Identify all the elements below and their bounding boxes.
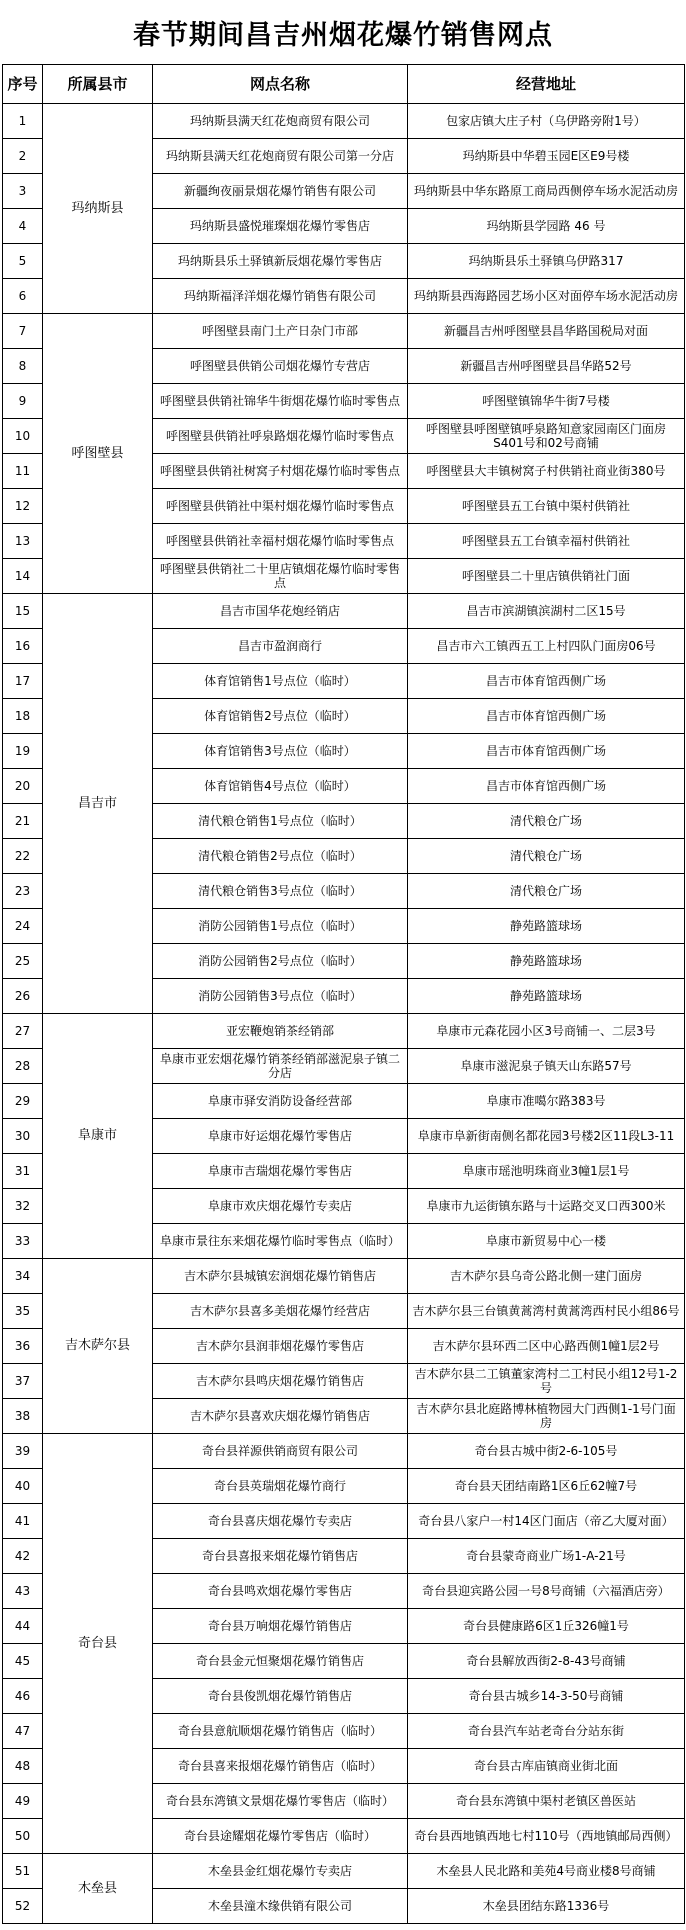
row-number: 16 (3, 629, 43, 664)
outlet-address: 阜康市元森花园小区3号商铺一、二层3号 (408, 1014, 685, 1049)
row-number: 24 (3, 909, 43, 944)
row-number: 26 (3, 979, 43, 1014)
outlet-name: 奇台县俊凯烟花爆竹销售店 (153, 1679, 408, 1714)
row-number: 14 (3, 559, 43, 594)
row-number: 40 (3, 1469, 43, 1504)
row-number: 1 (3, 104, 43, 139)
row-number: 31 (3, 1154, 43, 1189)
row-number: 37 (3, 1364, 43, 1399)
outlet-address: 静苑路篮球场 (408, 909, 685, 944)
table-row (3, 1259, 685, 1294)
outlet-name: 呼图壁县供销社树窝子村烟花爆竹临时零售点 (153, 454, 408, 489)
row-number: 32 (3, 1189, 43, 1224)
row-number: 25 (3, 944, 43, 979)
outlet-address: 昌吉市体育馆西侧广场 (408, 769, 685, 804)
outlet-address: 玛纳斯县西海路园艺场小区对面停车场水泥活动房 (408, 279, 685, 314)
outlet-address: 奇台县迎宾路公园一号8号商铺（六福酒店旁） (408, 1574, 685, 1609)
outlet-name: 呼图壁县供销社幸福村烟花爆竹临时零售点 (153, 524, 408, 559)
outlet-address: 清代粮仓广场 (408, 804, 685, 839)
outlet-address: 奇台县解放西街2-8-43号商铺 (408, 1644, 685, 1679)
row-number: 29 (3, 1084, 43, 1119)
row-number: 51 (3, 1854, 43, 1889)
outlet-address: 呼图壁县五工台镇中渠村供销社 (408, 489, 685, 524)
row-number: 20 (3, 769, 43, 804)
outlet-address: 木垒县团结东路1336号 (408, 1889, 685, 1924)
header-row (3, 65, 685, 104)
outlet-name: 阜康市欢庆烟花爆竹专卖店 (153, 1189, 408, 1224)
outlet-address: 奇台县古城中街2-6-105号 (408, 1434, 685, 1469)
outlet-name: 木垒县潼木缘供销有限公司 (153, 1889, 408, 1924)
outlet-address: 昌吉市滨湖镇滨湖村二区15号 (408, 594, 685, 629)
outlet-name: 玛纳斯县盛悦璀璨烟花爆竹零售店 (153, 209, 408, 244)
outlet-address: 阜康市滋泥泉子镇天山东路57号 (408, 1049, 685, 1084)
outlet-address: 清代粮仓广场 (408, 839, 685, 874)
outlet-address: 奇台县东湾镇中渠村老镇区兽医站 (408, 1784, 685, 1819)
outlet-address: 阜康市九运街镇东路与十运路交叉口西300米 (408, 1189, 685, 1224)
outlet-address: 呼图壁镇锦华牛街7号楼 (408, 384, 685, 419)
row-number: 12 (3, 489, 43, 524)
outlet-name: 呼图壁县南门土产日杂门市部 (153, 314, 408, 349)
outlet-name: 体育馆销售1号点位（临时） (153, 664, 408, 699)
outlet-address: 静苑路篮球场 (408, 944, 685, 979)
outlet-name: 阜康市吉瑞烟花爆竹零售店 (153, 1154, 408, 1189)
table-row (3, 594, 685, 629)
outlet-name: 体育馆销售3号点位（临时） (153, 734, 408, 769)
outlet-address: 吉木萨尔县北庭路博林植物园大门西侧1-1号门面房 (408, 1399, 685, 1434)
row-number: 4 (3, 209, 43, 244)
table-row (3, 1434, 685, 1469)
row-number: 47 (3, 1714, 43, 1749)
outlet-name: 阜康市亚宏烟花爆竹销茶经销部滋泥泉子镇二分店 (153, 1049, 408, 1084)
outlet-name: 奇台县途耀烟花爆竹零售店（临时） (153, 1819, 408, 1854)
row-number: 17 (3, 664, 43, 699)
outlet-name: 奇台县万响烟花爆竹销售店 (153, 1609, 408, 1644)
outlet-table (2, 64, 685, 1924)
outlet-name: 吉木萨尔县城镇宏润烟花爆竹销售店 (153, 1259, 408, 1294)
outlet-address: 呼图壁县大丰镇树窝子村供销社商业街380号 (408, 454, 685, 489)
row-number: 49 (3, 1784, 43, 1819)
outlet-name: 消防公园销售2号点位（临时） (153, 944, 408, 979)
outlet-name: 吉木萨尔县喜欢庆烟花爆竹销售店 (153, 1399, 408, 1434)
outlet-address: 清代粮仓广场 (408, 874, 685, 909)
outlet-name: 体育馆销售2号点位（临时） (153, 699, 408, 734)
row-number: 19 (3, 734, 43, 769)
row-number: 36 (3, 1329, 43, 1364)
outlet-address: 奇台县天团结南路1区6丘62幢7号 (408, 1469, 685, 1504)
outlet-name: 奇台县意航顺烟花爆竹销售店（临时） (153, 1714, 408, 1749)
outlet-address: 昌吉市六工镇西五工上村四队门面房06号 (408, 629, 685, 664)
outlet-name: 呼图壁县供销社锦华牛街烟花爆竹临时零售点 (153, 384, 408, 419)
row-number: 38 (3, 1399, 43, 1434)
table-row (3, 1854, 685, 1889)
row-number: 46 (3, 1679, 43, 1714)
outlet-address: 奇台县古库庙镇商业街北面 (408, 1749, 685, 1784)
outlet-address: 奇台县古城乡14-3-50号商铺 (408, 1679, 685, 1714)
row-number: 7 (3, 314, 43, 349)
row-number: 41 (3, 1504, 43, 1539)
row-number: 3 (3, 174, 43, 209)
outlet-name: 奇台县祥源供销商贸有限公司 (153, 1434, 408, 1469)
row-number: 33 (3, 1224, 43, 1259)
table-row (3, 1014, 685, 1049)
row-number: 50 (3, 1819, 43, 1854)
outlet-address: 昌吉市体育馆西侧广场 (408, 664, 685, 699)
outlet-address: 呼图壁县呼图壁镇呼泉路知意家园南区门面房S401号和02号商铺 (408, 419, 685, 454)
header-name: 网点名称 (153, 65, 408, 104)
outlet-name: 阜康市好运烟花爆竹零售店 (153, 1119, 408, 1154)
row-number: 15 (3, 594, 43, 629)
outlet-name: 奇台县英瑞烟花爆竹商行 (153, 1469, 408, 1504)
county-cell: 呼图壁县 (43, 314, 153, 594)
outlet-name: 阜康市驿安消防设备经营部 (153, 1084, 408, 1119)
outlet-address: 昌吉市体育馆西侧广场 (408, 734, 685, 769)
row-number: 13 (3, 524, 43, 559)
row-number: 23 (3, 874, 43, 909)
header-county: 所属县市 (43, 65, 153, 104)
outlet-address: 呼图壁县五工台镇幸福村供销社 (408, 524, 685, 559)
outlet-address: 玛纳斯县中华碧玉园E区E9号楼 (408, 139, 685, 174)
outlet-name: 奇台县鸣欢烟花爆竹零售店 (153, 1574, 408, 1609)
document-title: 春节期间昌吉州烟花爆竹销售网点 (133, 19, 553, 51)
county-cell: 吉木萨尔县 (43, 1259, 153, 1434)
outlet-address: 静苑路篮球场 (408, 979, 685, 1014)
outlet-address: 玛纳斯县中华东路原工商局西侧停车场水泥活动房 (408, 174, 685, 209)
row-number: 6 (3, 279, 43, 314)
county-cell: 木垒县 (43, 1854, 153, 1924)
outlet-name: 清代粮仓销售2号点位（临时） (153, 839, 408, 874)
row-number: 30 (3, 1119, 43, 1154)
row-number: 5 (3, 244, 43, 279)
outlet-name: 玛纳斯县乐土驿镇新辰烟花爆竹零售店 (153, 244, 408, 279)
row-number: 18 (3, 699, 43, 734)
row-number: 8 (3, 349, 43, 384)
outlet-address: 吉木萨尔县乌奇公路北侧一建门面房 (408, 1259, 685, 1294)
outlet-name: 昌吉市盈润商行 (153, 629, 408, 664)
outlet-name: 清代粮仓销售1号点位（临时） (153, 804, 408, 839)
outlet-address: 木垒县人民北路和美苑4号商业楼8号商铺 (408, 1854, 685, 1889)
outlet-address: 阜康市准噶尔路383号 (408, 1084, 685, 1119)
county-cell: 昌吉市 (43, 594, 153, 1014)
outlet-name: 奇台县喜来报烟花爆竹销售店（临时） (153, 1749, 408, 1784)
county-cell: 玛纳斯县 (43, 104, 153, 314)
outlet-name: 消防公园销售3号点位（临时） (153, 979, 408, 1014)
outlet-name: 消防公园销售1号点位（临时） (153, 909, 408, 944)
outlet-address: 阜康市瑶池明珠商业3幢1层1号 (408, 1154, 685, 1189)
outlet-address: 奇台县西地镇西地七村110号（西地镇邮局西侧） (408, 1819, 685, 1854)
outlet-address: 新疆昌吉州呼图壁县昌华路国税局对面 (408, 314, 685, 349)
outlet-name: 玛纳斯福泽洋烟花爆竹销售有限公司 (153, 279, 408, 314)
outlet-address: 吉木萨尔县环西二区中心路西侧1幢1层2号 (408, 1329, 685, 1364)
outlet-name: 新疆绚夜丽景烟花爆竹销售有限公司 (153, 174, 408, 209)
outlet-name: 奇台县喜报来烟花爆竹销售店 (153, 1539, 408, 1574)
row-number: 34 (3, 1259, 43, 1294)
outlet-name: 呼图壁县供销社中渠村烟花爆竹临时零售点 (153, 489, 408, 524)
row-number: 2 (3, 139, 43, 174)
row-number: 27 (3, 1014, 43, 1049)
outlet-address: 奇台县健康路6区1丘326幢1号 (408, 1609, 685, 1644)
table-row (3, 314, 685, 349)
outlet-address: 吉木萨尔县三台镇黄蒿湾村黄蒿湾西村民小组86号 (408, 1294, 685, 1329)
row-number: 9 (3, 384, 43, 419)
table-row (3, 104, 685, 139)
row-number: 48 (3, 1749, 43, 1784)
row-number: 39 (3, 1434, 43, 1469)
outlet-name: 清代粮仓销售3号点位（临时） (153, 874, 408, 909)
outlet-address: 吉木萨尔县二工镇董家湾村二工村民小组12号1-2号 (408, 1364, 685, 1399)
county-cell: 阜康市 (43, 1014, 153, 1259)
outlet-name: 奇台县喜庆烟花爆竹专卖店 (153, 1504, 408, 1539)
outlet-name: 奇台县东湾镇文景烟花爆竹零售店（临时） (153, 1784, 408, 1819)
row-number: 28 (3, 1049, 43, 1084)
outlet-name: 体育馆销售4号点位（临时） (153, 769, 408, 804)
outlet-address: 奇台县八家户一村14区门面店（帝乙大厦对面） (408, 1504, 685, 1539)
outlet-name: 玛纳斯县满天红花炮商贸有限公司第一分店 (153, 139, 408, 174)
county-cell: 奇台县 (43, 1434, 153, 1854)
row-number: 10 (3, 419, 43, 454)
outlet-name: 吉木萨尔县润菲烟花爆竹零售店 (153, 1329, 408, 1364)
outlet-name: 阜康市景往东来烟花爆竹临时零售点（临时） (153, 1224, 408, 1259)
outlet-address: 奇台县汽车站老奇台分站东街 (408, 1714, 685, 1749)
outlet-name: 呼图壁县供销社二十里店镇烟花爆竹临时零售点 (153, 559, 408, 594)
outlet-address: 新疆昌吉州呼图壁县昌华路52号 (408, 349, 685, 384)
outlet-name: 吉木萨尔县鸣庆烟花爆竹销售店 (153, 1364, 408, 1399)
outlet-name: 亚宏鞭炮销茶经销部 (153, 1014, 408, 1049)
header-no: 序号 (3, 65, 43, 104)
row-number: 45 (3, 1644, 43, 1679)
outlet-address: 奇台县蒙奇商业广场1-A-21号 (408, 1539, 685, 1574)
outlet-address: 包家店镇大庄子村（乌伊路旁附1号） (408, 104, 685, 139)
row-number: 44 (3, 1609, 43, 1644)
outlet-name: 奇台县金元恒聚烟花爆竹销售店 (153, 1644, 408, 1679)
row-number: 21 (3, 804, 43, 839)
outlet-name: 吉木萨尔县喜多美烟花爆竹经营店 (153, 1294, 408, 1329)
outlet-address: 玛纳斯县乐土驿镇乌伊路317 (408, 244, 685, 279)
outlet-name: 昌吉市国华花炮经销店 (153, 594, 408, 629)
outlet-address: 阜康市阜新街南侧名都花园3号楼2区11段L3-11 (408, 1119, 685, 1154)
outlet-name: 呼图壁县供销社呼泉路烟花爆竹临时零售点 (153, 419, 408, 454)
outlet-name: 玛纳斯县满天红花炮商贸有限公司 (153, 104, 408, 139)
outlet-address: 阜康市新贸易中心一楼 (408, 1224, 685, 1259)
row-number: 43 (3, 1574, 43, 1609)
outlet-name: 呼图壁县供销公司烟花爆竹专营店 (153, 349, 408, 384)
outlet-address: 呼图壁县二十里店镇供销社门面 (408, 559, 685, 594)
header-address: 经营地址 (408, 65, 685, 104)
outlet-address: 昌吉市体育馆西侧广场 (408, 699, 685, 734)
row-number: 52 (3, 1889, 43, 1924)
row-number: 11 (3, 454, 43, 489)
row-number: 35 (3, 1294, 43, 1329)
row-number: 42 (3, 1539, 43, 1574)
outlet-name: 木垒县金红烟花爆竹专卖店 (153, 1854, 408, 1889)
outlet-address: 玛纳斯县学园路 46 号 (408, 209, 685, 244)
row-number: 22 (3, 839, 43, 874)
